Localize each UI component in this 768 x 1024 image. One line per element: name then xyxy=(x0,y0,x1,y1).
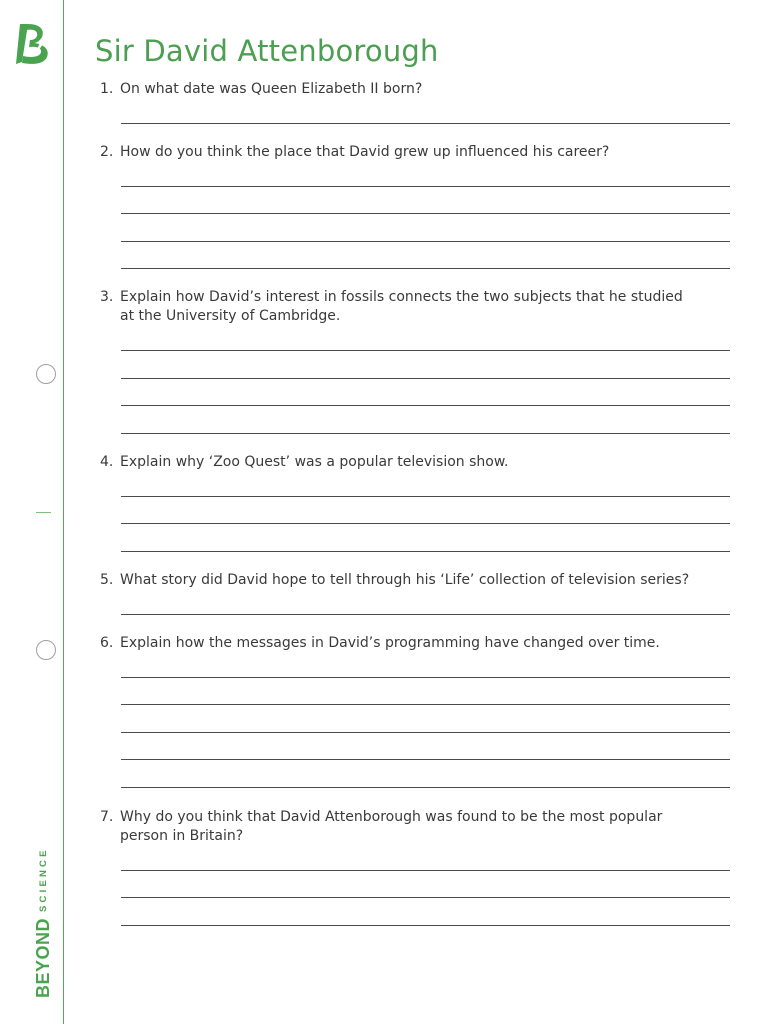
answer-line[interactable] xyxy=(121,677,730,678)
answer-line[interactable] xyxy=(121,551,730,552)
binder-hole-top xyxy=(36,364,56,384)
question-number: 3. xyxy=(100,289,114,305)
answer-line[interactable] xyxy=(121,213,730,214)
answer-line[interactable] xyxy=(121,268,730,269)
question-number: 7. xyxy=(100,809,114,825)
answer-line[interactable] xyxy=(121,870,730,871)
binder-hole-bottom xyxy=(36,640,56,660)
answer-line[interactable] xyxy=(121,350,730,351)
question-number: 6. xyxy=(100,635,114,651)
question-4 xyxy=(100,453,730,472)
answer-line[interactable] xyxy=(121,614,730,615)
question-3 xyxy=(100,288,730,326)
question-text: How do you think the place that David grew up influenced his career? xyxy=(120,144,610,160)
question-number: 4. xyxy=(100,454,114,470)
question-number: 5. xyxy=(100,572,114,588)
brand-secondary: SCIENCE xyxy=(38,847,49,912)
question-number: 1. xyxy=(100,81,114,97)
question-text: Why do you think that David Attenborough was found to be the most popular person in Britain? xyxy=(120,809,663,844)
page-title: Sir David Attenborough xyxy=(95,34,439,68)
answer-line[interactable] xyxy=(121,241,730,242)
answer-line[interactable] xyxy=(121,925,730,926)
question-2 xyxy=(100,143,730,162)
brand-primary: BEYOND xyxy=(33,917,53,998)
fold-mark xyxy=(36,512,51,513)
question-text: Explain how David’s interest in fossils connects the two subjects that he studied at the University of Cambridge. xyxy=(120,289,683,324)
answer-line[interactable] xyxy=(121,123,730,124)
answer-line[interactable] xyxy=(121,759,730,760)
question-7 xyxy=(100,808,730,846)
question-text: Explain how the messages in David’s programming have changed over time. xyxy=(120,635,660,651)
question-text: On what date was Queen Elizabeth II born? xyxy=(120,81,423,97)
answer-line[interactable] xyxy=(121,787,730,788)
question-1 xyxy=(100,80,730,99)
answer-line[interactable] xyxy=(121,496,730,497)
question-5 xyxy=(100,571,730,590)
answer-line[interactable] xyxy=(121,433,730,434)
margin-rule xyxy=(63,0,64,1024)
answer-line[interactable] xyxy=(121,897,730,898)
question-text: Explain why ‘Zoo Quest’ was a popular television show. xyxy=(120,454,509,470)
answer-line[interactable] xyxy=(121,732,730,733)
answer-line[interactable] xyxy=(121,186,730,187)
brand-wordmark xyxy=(33,847,54,998)
question-text: What story did David hope to tell through his ‘Life’ collection of television series? xyxy=(120,572,690,588)
answer-line[interactable] xyxy=(121,405,730,406)
beyond-logo-icon xyxy=(14,22,52,66)
question-number: 2. xyxy=(100,144,114,160)
answer-line[interactable] xyxy=(121,704,730,705)
question-6 xyxy=(100,634,730,653)
answer-line[interactable] xyxy=(121,378,730,379)
answer-line[interactable] xyxy=(121,523,730,524)
